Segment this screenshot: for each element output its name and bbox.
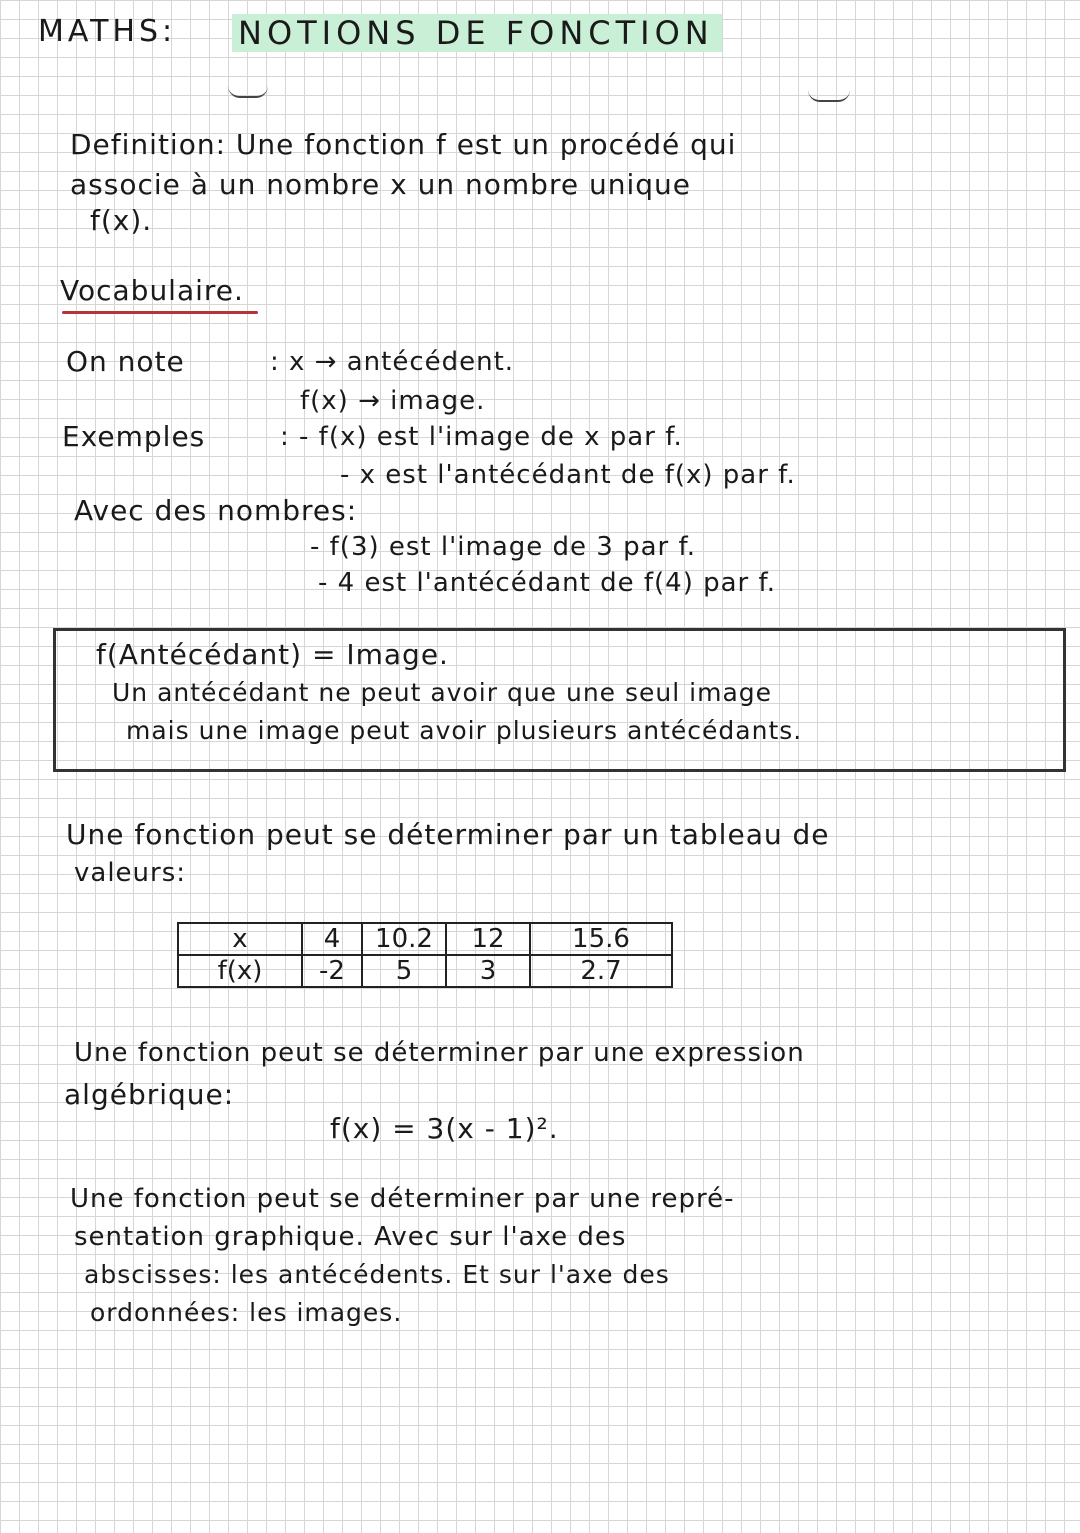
graphique-line-2: sentation graphique. Avec sur l'axe des — [74, 1222, 627, 1252]
table-row-x — [178, 923, 672, 955]
algebrique-line-1: Une fonction peut se déterminer par une expression — [74, 1038, 805, 1068]
table-cell: 3 — [446, 955, 530, 987]
on-note-line-1: : x → antécédent. — [270, 347, 515, 377]
table-cell: 5 — [362, 955, 446, 987]
table-cell: -2 — [302, 955, 362, 987]
rule-line-1: f(Antécédant) = Image. — [96, 638, 449, 671]
title-smile-left — [228, 86, 268, 98]
vocabulaire-underline — [62, 311, 258, 314]
table-cell: 12 — [446, 923, 530, 955]
avec-nombres-label: Avec des nombres: — [74, 494, 358, 527]
title-smile-right — [808, 90, 850, 102]
graphique-line-3: abscisses: les antécédents. Et sur l'axe des — [84, 1260, 670, 1289]
algebrique-line-2: algébrique: — [64, 1078, 235, 1111]
definition-line-2: associe à un nombre x un nombre unique — [70, 168, 691, 201]
page-title: NOTIONS DE FONCTION — [232, 14, 722, 52]
exemples-line-1: : - f(x) est l'image de x par f. — [280, 422, 683, 452]
on-note-label: On note — [66, 345, 185, 378]
algebrique-formula: f(x) = 3(x - 1)². — [330, 1112, 559, 1145]
rule-line-2: Un antécédant ne peut avoir que une seul image — [112, 678, 773, 707]
avec-nombres-line-2: - 4 est l'antécédant de f(4) par f. — [318, 568, 777, 598]
table-cell-fx-label: f(x) — [178, 955, 302, 987]
table-cell: 4 — [302, 923, 362, 955]
exemples-line-2: - x est l'antécédant de f(x) par f. — [340, 460, 796, 490]
tableau-intro-line-2: valeurs: — [74, 858, 187, 888]
table-cell-x-label: x — [178, 923, 302, 955]
definition-line-1: Definition: Une fonction f est un procédé qui — [70, 128, 737, 161]
vocabulaire-heading: Vocabulaire. — [60, 274, 244, 307]
table-row-fx — [178, 955, 672, 987]
tableau-intro-line-1: Une fonction peut se déterminer par un tableau de — [66, 818, 830, 851]
avec-nombres-line-1: - f(3) est l'image de 3 par f. — [310, 532, 697, 562]
on-note-line-2: f(x) → image. — [300, 386, 486, 416]
value-table — [177, 922, 673, 988]
rule-line-3: mais une image peut avoir plusieurs antécédants. — [126, 716, 803, 745]
title-prefix: MATHS: — [38, 14, 177, 49]
table-cell: 10.2 — [362, 923, 446, 955]
exemples-label: Exemples — [62, 420, 206, 453]
graphique-line-4: ordonnées: les images. — [90, 1298, 403, 1327]
graphique-line-1: Une fonction peut se déterminer par une repré- — [70, 1184, 735, 1214]
definition-line-3: f(x). — [90, 204, 153, 237]
table-cell: 2.7 — [530, 955, 672, 987]
table-cell: 15.6 — [530, 923, 672, 955]
